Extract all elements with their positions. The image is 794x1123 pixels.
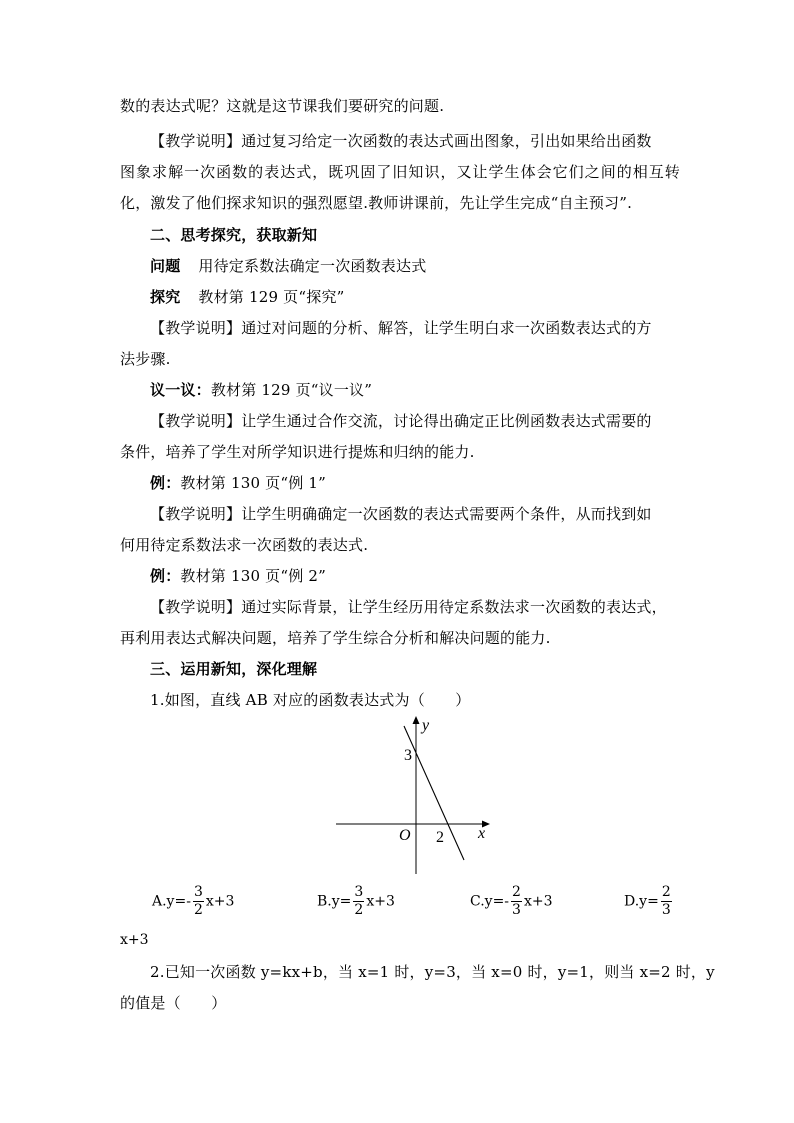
x-intercept-label: 2 xyxy=(436,829,444,846)
option-d-prefix: D.y= xyxy=(624,893,659,910)
fraction xyxy=(511,884,522,919)
option-a-suffix: x+3 xyxy=(205,893,235,910)
option-d xyxy=(624,884,674,919)
fraction xyxy=(193,884,204,919)
paragraph-line: 数的表达式呢？这就是这节课我们要研究的问题. xyxy=(120,97,445,115)
section-heading: 二、思考探究，获取新知 xyxy=(150,226,318,244)
y-intercept-label: 3 xyxy=(404,747,412,764)
y-axis-arrow xyxy=(413,716,420,724)
numerator: 3 xyxy=(354,884,364,900)
option-b xyxy=(317,884,395,919)
option-d-suffix: x+3 xyxy=(120,932,149,948)
teaching-note-line: 【教学说明】通过对问题的分析、解答，让学生明白求一次函数表达式的方 xyxy=(150,319,652,337)
discuss-label: 议一议： xyxy=(150,381,211,399)
example-label: 例： xyxy=(150,474,181,492)
option-a xyxy=(152,884,234,919)
teaching-note-line: 【教学说明】让学生明确确定一次函数的表达式需要两个条件，从而找到如 xyxy=(150,505,652,523)
problem-line xyxy=(150,256,710,276)
discuss-line xyxy=(150,380,710,400)
teaching-note-line: 化，激发了他们探求知识的强烈愿望.教师讲课前，先让学生完成“自主预习”. xyxy=(120,194,633,212)
teaching-note-line: 【教学说明】通过复习给定一次函数的表达式画出图象，引出如果给出函数 xyxy=(150,132,652,150)
denominator: 3 xyxy=(512,902,521,918)
explore-line xyxy=(150,287,710,307)
teaching-note-line: 【教学说明】通过实际背景，让学生经历用待定系数法求一次函数的表达式， xyxy=(150,598,667,616)
numerator: 2 xyxy=(512,884,521,900)
problem-label: 问题 xyxy=(150,257,181,275)
question-1: 1.如图，直线 AB 对应的函数表达式为（ ） xyxy=(150,691,471,709)
teaching-note-line: 图象求解一次函数的表达式，既巩固了旧知识，又让学生体会它们之间的相互转 xyxy=(120,163,680,181)
numerator: 2 xyxy=(661,884,671,900)
numerator: 3 xyxy=(193,884,203,900)
explore-label: 探究 xyxy=(150,288,181,306)
option-c-suffix: x+3 xyxy=(523,893,553,910)
example-label: 例： xyxy=(150,567,181,585)
denominator: 3 xyxy=(661,902,671,918)
option-c xyxy=(470,884,553,919)
question-2-line: 的值是（ ） xyxy=(120,994,227,1012)
teaching-note-line: 再利用表达式解决问题，培养了学生综合分析和解决问题的能力. xyxy=(120,629,551,647)
explore-text: 教材第 129 页“探究” xyxy=(198,288,345,306)
option-b-prefix: B.y= xyxy=(317,893,352,910)
y-axis-label: y xyxy=(422,717,430,734)
question-2-line: 2.已知一次函数 y=kx+b，当 x=1 时，y=3，当 x=0 时，y=1，则当 x=2 时，y xyxy=(150,963,715,981)
option-a-prefix: A.y=- xyxy=(152,893,191,910)
teaching-note-line: 【教学说明】让学生通过合作交流，讨论得出确定正比例函数表达式需要的 xyxy=(150,412,652,430)
function-graph xyxy=(330,708,500,878)
option-c-prefix: C.y=- xyxy=(470,893,510,910)
example-line xyxy=(150,566,710,586)
origin-label: O xyxy=(399,827,411,844)
teaching-note-line: 条件，培养了学生对所学知识进行提炼和归纳的能力. xyxy=(120,443,475,461)
fraction xyxy=(353,884,364,919)
denominator: 2 xyxy=(354,902,364,918)
discuss-text: 教材第 129 页“议一议” xyxy=(210,381,373,399)
section-heading: 三、运用新知，深化理解 xyxy=(150,660,318,678)
fraction xyxy=(661,884,672,919)
option-b-suffix: x+3 xyxy=(366,893,395,910)
example-line xyxy=(150,473,710,493)
teaching-note-line: 何用待定系数法求一次函数的表达式. xyxy=(120,536,369,554)
example-text: 教材第 130 页“例 2” xyxy=(180,567,327,585)
x-axis-label: x xyxy=(478,825,486,842)
problem-text: 用待定系数法确定一次函数表达式 xyxy=(198,257,427,275)
denominator: 2 xyxy=(193,902,203,918)
teaching-note-line: 法步骤. xyxy=(120,350,171,368)
example-text: 教材第 130 页“例 1” xyxy=(180,474,327,492)
line-ab xyxy=(404,726,464,860)
